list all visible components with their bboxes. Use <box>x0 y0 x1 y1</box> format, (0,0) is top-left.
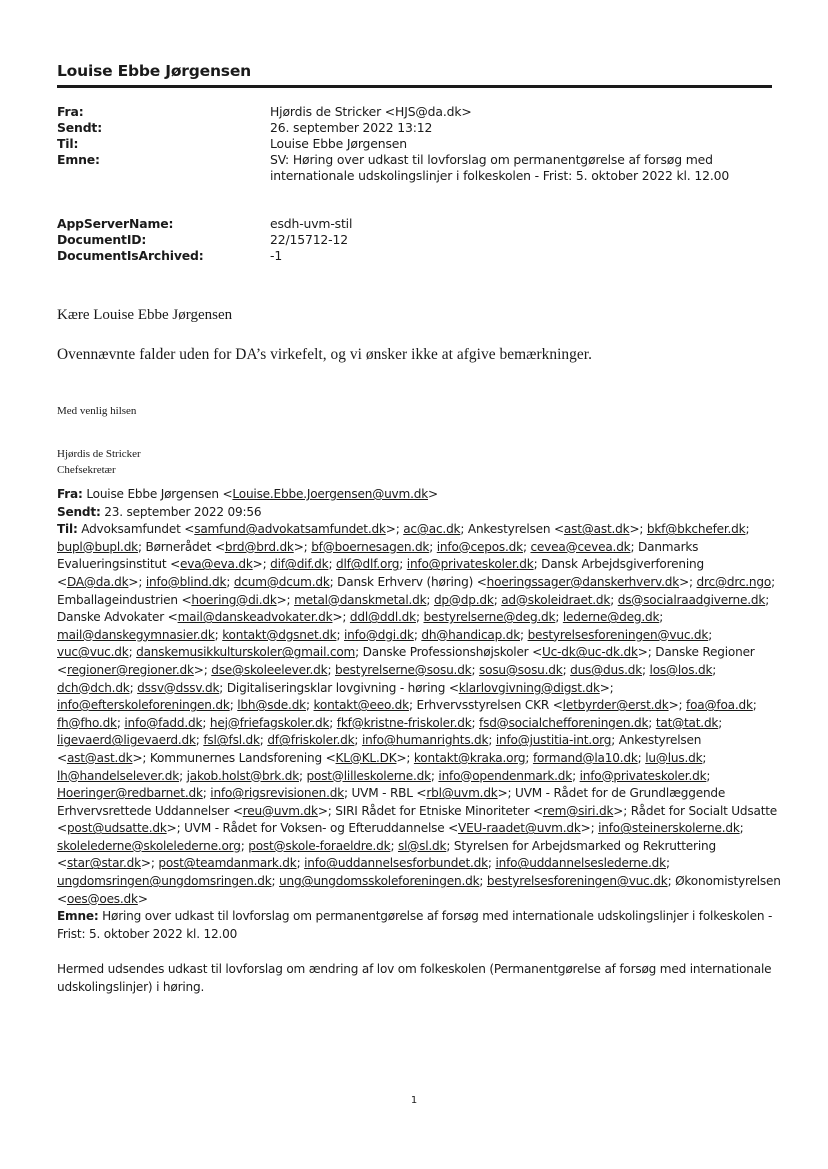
recipient-text: ; <box>667 874 676 889</box>
recipient-email-link[interactable]: fkf@kristne-friskoler.dk <box>336 715 472 730</box>
recipient-text: Advoksamfundet < <box>77 522 195 537</box>
recipient-email-link[interactable]: los@los.dk <box>649 662 713 677</box>
recipient-email-link[interactable]: info@blind.dk <box>145 574 227 589</box>
recipient-email-link[interactable]: info@privateskoler.dk <box>406 557 534 572</box>
recipient-email-link[interactable]: dch@dch.dk <box>57 680 130 695</box>
forwarded-subject-line <box>57 908 782 943</box>
recipient-email-link[interactable]: mail@danskeadvokater.dk <box>177 610 333 625</box>
recipient-text: ; <box>708 627 713 642</box>
recipient-email-link[interactable]: jakob.holst@brk.dk <box>186 768 299 783</box>
recipient-email-link[interactable]: info@cepos.dk <box>436 539 523 554</box>
sent-value: 26. september 2022 13:12 <box>270 120 433 135</box>
recipient-email-link[interactable]: info@efterskoleforeningen.dk <box>57 698 230 713</box>
recipient-text: ; <box>336 627 344 642</box>
from-value: Hjørdis de Stricker <HJS@da.dk> <box>270 104 472 119</box>
app-server-label: AppServerName: <box>57 216 174 231</box>
recipient-email-link[interactable]: ds@socialraadgiverne.dk <box>617 592 766 607</box>
recipient-email-link[interactable]: drc@drc.ngo <box>696 574 772 589</box>
recipient-email-link[interactable]: post@lilleskolerne.dk <box>306 768 431 783</box>
recipient-text: ; <box>202 715 210 730</box>
recipient-text: ; Børnerådet < <box>137 539 225 554</box>
recipient-email-link[interactable]: lederne@deg.dk <box>562 610 660 625</box>
recipient-text: ; <box>471 662 480 677</box>
recipient-email-link[interactable]: eva@eva.dk <box>180 557 253 572</box>
recipient-text: >; Danske Regioner < <box>57 645 755 677</box>
recipient-email-link[interactable]: dssv@dssv.dk <box>137 680 220 695</box>
recipient-email-link[interactable]: dse@skoleelever.dk <box>211 662 328 677</box>
archived-label: DocumentIsArchived: <box>57 248 204 263</box>
reply-greeting: Kære Louise Ebbe Jørgensen <box>57 307 233 323</box>
recipient-email-link[interactable]: kontakt@dgsnet.dk <box>222 627 337 642</box>
recipient-email-link[interactable]: dlf@dlf.org <box>335 557 400 572</box>
recipient-email-link[interactable]: post@skole-foraeldre.dk <box>248 838 391 853</box>
forwarded-from-end: > <box>428 487 438 501</box>
recipient-email-link[interactable]: bkf@bkchefer.dk <box>646 522 746 537</box>
recipient-text: ; <box>259 733 268 748</box>
recipient-text: >; <box>580 821 599 836</box>
from-label: Fra: <box>57 104 84 119</box>
recipient-email-link[interactable]: sosu@sosu.dk <box>479 662 563 677</box>
recipient-email-link[interactable]: dif@dif.dk <box>270 557 329 572</box>
recipient-text: ; <box>128 645 137 660</box>
sent-row <box>57 120 777 136</box>
recipient-text: >; <box>252 557 271 572</box>
forwarded-to-label: Til: <box>57 522 78 537</box>
recipient-email-link[interactable]: tat@tat.dk <box>655 715 719 730</box>
recipient-text: Økonomistyrelsen < <box>57 874 781 906</box>
header-rule <box>57 85 772 88</box>
recipient-text: ; <box>305 698 314 713</box>
recipient-email-link[interactable]: dus@dus.dk <box>570 662 643 677</box>
recipient-email-link[interactable]: lh@handelselever.dk <box>57 768 180 783</box>
recipient-text: >; <box>332 610 350 625</box>
recipient-text: >; <box>128 574 146 589</box>
recipient-text: ; <box>195 733 204 748</box>
recipient-email-link[interactable]: dh@handicap.dk <box>421 627 521 642</box>
recipient-text: >; <box>599 680 614 695</box>
document-id-label: DocumentID: <box>57 232 147 247</box>
recipient-text: ; <box>328 557 336 572</box>
recipient-email-link[interactable]: ligevaerd@ligevaerd.dk <box>57 733 196 748</box>
recipient-email-link[interactable]: bestyrelsesforeningen@vuc.dk <box>527 627 709 642</box>
recipient-text: ; Ankestyrelsen < <box>460 522 564 537</box>
recipient-email-link[interactable]: lbh@sde.dk <box>237 698 306 713</box>
recipient-text: ; <box>562 662 571 677</box>
recipient-email-link[interactable]: oes@oes.dk <box>66 891 138 906</box>
recipient-email-link[interactable]: star@star.dk <box>66 856 141 871</box>
reply-body: Ovennævnte falder uden for DA’s virkefelt, og vi ønsker ikke at afgive bemærkninger. <box>57 346 593 363</box>
recipient-text: ; <box>487 856 496 871</box>
recipient-text: >; <box>140 856 159 871</box>
recipient-email-link[interactable]: DA@da.dk <box>66 574 129 589</box>
recipient-email-link[interactable]: cevea@cevea.dk <box>530 539 631 554</box>
recipient-email-link[interactable]: formand@la10.dk <box>532 750 638 765</box>
recipient-text: ; Styrelsen for Arbejdsmarked og Rekruttering < <box>57 838 716 871</box>
forwarded-from-email-link[interactable]: Louise.Ebbe.Joergensen@uvm.dk <box>232 487 429 501</box>
recipient-email-link[interactable]: info@uddannelsesforbundet.dk <box>304 856 488 871</box>
recipient-email-link[interactable]: hoering@di.dk <box>191 592 277 607</box>
recipient-email-link[interactable]: info@dgi.dk <box>343 627 414 642</box>
recipient-text: ; <box>479 874 487 889</box>
recipient-text: ; <box>116 715 125 730</box>
sent-label: Sendt: <box>57 120 102 135</box>
recipient-text: ; <box>296 856 305 871</box>
recipient-email-link[interactable]: bf@boernesagen.dk <box>311 539 430 554</box>
recipient-text: >; <box>629 522 647 537</box>
recipient-email-link[interactable]: brd@brd.dk <box>224 539 294 554</box>
subject-row <box>57 152 777 186</box>
recipient-text: ; <box>399 557 407 572</box>
recipient-text: ; Digitaliseringsklar lovgivning - høring < <box>219 680 459 695</box>
recipient-email-link[interactable]: foa@foa.dk <box>686 698 753 713</box>
recipient-text: ; Danske Advokater < <box>57 592 770 625</box>
signature <box>57 446 141 478</box>
recipient-email-link[interactable]: regioner@regioner.dk <box>66 662 194 677</box>
recipient-text: ; <box>471 715 480 730</box>
recipient-email-link[interactable]: vuc@vuc.dk <box>57 645 129 660</box>
forwarded-body: Hermed udsendes udkast til lovforslag om ændring af lov om folkeskolen (Permanentgørelse af forsøg med internationale udskolingslinjer) i høring. <box>57 962 772 995</box>
recipient-email-link[interactable]: kontakt@kraka.org <box>413 750 526 765</box>
recipient-email-link[interactable]: post@udsatte.dk <box>66 821 167 836</box>
recipient-text: ; <box>637 750 646 765</box>
recipient-text: ; <box>299 768 307 783</box>
reply-closing: Med venlig hilsen <box>57 405 137 417</box>
recipient-text: >; <box>385 522 404 537</box>
recipient-email-link[interactable]: hoeringssager@danskerhverv.dk <box>486 574 680 589</box>
recipient-text: >; Rådet for Socialt Udsatte < <box>57 803 778 836</box>
recipient-text: ; <box>354 733 362 748</box>
recipient-text: >; <box>276 592 295 607</box>
recipient-email-link[interactable]: VEU-raadet@uvm.dk <box>458 821 581 836</box>
to-label: Til: <box>57 136 79 151</box>
recipient-email-link[interactable]: fsd@socialchefforeningen.dk <box>479 715 649 730</box>
recipient-text: ; Danmarks Evalueringsinstitut < <box>57 539 699 572</box>
recipient-email-link[interactable]: info@justitia-int.org <box>495 733 612 748</box>
recipient-text: ; <box>240 838 249 853</box>
recipient-text: >; SIRI Rådet for Etniske Minoriteter < <box>317 803 543 818</box>
recipient-email-link[interactable]: rbl@uvm.dk <box>426 786 498 801</box>
forwarded-from-line <box>57 486 782 504</box>
recipient-email-link[interactable]: ddl@ddl.dk <box>349 610 416 625</box>
recipient-email-link[interactable]: ung@ungdomsskoleforeningen.dk <box>279 874 480 889</box>
recipient-text: ; <box>610 592 618 607</box>
forwarded-sent-label: Sendt: <box>57 504 101 519</box>
recipient-text: ; <box>572 768 580 783</box>
recipient-text: ; Dansk Erhverv (høring) < <box>329 574 487 589</box>
subject-value: SV: Høring over udkast til lovforslag om permanentgørelse af forsøg med internationale udskolingslinjer i folkeskolen - Frist: 5. oktober 2022 kl. 12.00 <box>270 152 730 183</box>
recipient-email-link[interactable]: bestyrelserne@sosu.dk <box>334 662 472 677</box>
app-server-row <box>57 216 777 232</box>
recipient-text: ; Ankestyrelsen < <box>57 733 702 765</box>
recipient-text: ; <box>327 662 335 677</box>
recipient-text: > <box>137 891 148 906</box>
archive-metadata <box>57 216 777 264</box>
recipient-email-link[interactable]: bestyrelserne@deg.dk <box>423 610 556 625</box>
forwarded-sent-value: 23. september 2022 09:56 <box>104 504 262 519</box>
recipient-text: ; <box>271 874 280 889</box>
forwarded-from-name: Louise Ebbe Jørgensen < <box>86 487 233 501</box>
recipient-email-link[interactable]: letbyrder@erst.dk <box>562 698 669 713</box>
recipient-text: ; <box>642 662 650 677</box>
recipient-text: ; <box>525 750 533 765</box>
message-header <box>57 104 777 186</box>
recipient-text: ; Dansk Arbejdsgiverforening < <box>57 557 704 589</box>
archived-value: -1 <box>270 248 283 263</box>
signer-name: Hjørdis de Stricker <box>57 448 141 460</box>
recipient-email-link[interactable]: ac@ac.dk <box>403 522 461 537</box>
recipient-text: ; <box>752 698 757 713</box>
recipient-email-link[interactable]: dp@dp.dk <box>433 592 494 607</box>
recipient-email-link[interactable]: ast@ast.dk <box>563 522 630 537</box>
recipient-text: ; Erhvervsstyrelsen CKR < <box>408 698 563 713</box>
recipient-text: ; <box>522 539 531 554</box>
recipient-email-link[interactable]: kontakt@eeo.dk <box>313 698 409 713</box>
recipient-text: ; <box>488 733 496 748</box>
recipient-text: ; <box>426 592 434 607</box>
recipient-email-link[interactable]: samfund@advokatsamfundet.dk <box>194 522 386 537</box>
forwarded-sent-line <box>57 504 782 522</box>
recipient-text: ; <box>413 627 422 642</box>
recipient-email-link[interactable]: ast@ast.dk <box>66 750 133 765</box>
recipient-email-link[interactable]: dcum@dcum.dk <box>233 574 330 589</box>
recipient-email-link[interactable]: klarlovgivning@digst.dk <box>458 680 600 695</box>
recipient-email-link[interactable]: df@friskoler.dk <box>267 733 355 748</box>
recipient-text: >; <box>679 574 697 589</box>
recipient-email-link[interactable]: Uc-dk@uc-dk.dk <box>542 645 638 660</box>
recipient-text: ; UVM - RBL < <box>344 786 427 801</box>
recipient-text: >; <box>396 750 414 765</box>
recipient-email-link[interactable]: mail@danskegymnasier.dk <box>57 627 215 642</box>
recipient-email-link[interactable]: info@steinerskolerne.dk <box>598 821 740 836</box>
recipient-email-link[interactable]: reu@uvm.dk <box>242 803 318 818</box>
recipient-text: >; <box>293 539 312 554</box>
subject-label: Emne: <box>57 152 100 167</box>
recipient-text: ; <box>712 662 717 677</box>
recipient-email-link[interactable]: post@teamdanmark.dk <box>158 856 297 871</box>
recipient-email-link[interactable]: KL@KL.DK <box>335 750 397 765</box>
recipient-text: ; <box>745 522 750 537</box>
recipient-text: ; <box>659 610 664 625</box>
recipient-email-link[interactable]: sl@sl.dk <box>398 838 447 853</box>
document-id-value: 22/15712-12 <box>270 232 348 247</box>
recipient-text: >; UVM - Rådet for Voksen- og Efteruddannelse < <box>166 821 459 836</box>
recipient-email-link[interactable]: ungdomsringen@ungdomsringen.dk <box>57 874 272 889</box>
recipient-text: >; UVM - Rådet for de Grundlæggende Erhvervsrettede Uddannelser < <box>57 786 726 818</box>
recipient-text: ; <box>179 768 187 783</box>
recipient-text: ; <box>415 610 424 625</box>
recipient-email-link[interactable]: info@uddannelseslederne.dk <box>495 856 666 871</box>
recipient-text: >; Kommunernes Landsforening < <box>132 750 336 765</box>
recipient-email-link[interactable]: bupl@bupl.dk <box>57 539 138 554</box>
recipient-text: ; <box>129 680 138 695</box>
mailbox-owner-name: Louise Ebbe Jørgensen <box>57 62 251 80</box>
recipient-text: >; <box>668 698 687 713</box>
recipient-text: ; <box>665 856 670 871</box>
recipient-email-link[interactable]: danskemusikkulturskoler@gmail.com <box>136 645 356 660</box>
page-number: 1 <box>410 1095 418 1106</box>
recipient-email-link[interactable]: info@rigsrevisionen.dk <box>210 786 345 801</box>
recipient-text: ; <box>390 838 398 853</box>
recipient-text: ; <box>429 539 437 554</box>
recipient-email-link[interactable]: info@privateskoler.dk <box>579 768 707 783</box>
recipient-text: ; <box>520 627 528 642</box>
recipient-text: ; Danske Professionshøjskoler < <box>355 645 543 660</box>
recipient-email-link[interactable]: skolelederne@skolelederne.org <box>57 838 241 853</box>
from-row <box>57 104 777 120</box>
recipient-email-link[interactable]: fsl@fsl.dk <box>203 733 260 748</box>
recipient-email-link[interactable]: fh@fho.dk <box>57 715 117 730</box>
recipient-email-link[interactable]: info@opendenmark.dk <box>438 768 573 783</box>
forwarded-recipients <box>57 521 782 908</box>
recipient-email-link[interactable]: hej@friefagskoler.dk <box>209 715 330 730</box>
forwarded-from-label: Fra: <box>57 487 83 501</box>
recipient-text: >; <box>193 662 212 677</box>
recipient-text: ; <box>718 715 723 730</box>
recipient-text: ; <box>555 610 563 625</box>
to-row <box>57 136 777 152</box>
forwarded-subject-label: Emne: <box>57 909 99 924</box>
recipient-email-link[interactable]: lu@lus.dk <box>645 750 703 765</box>
archived-row <box>57 248 777 264</box>
recipient-email-link[interactable]: info@humanrights.dk <box>361 733 489 748</box>
recipient-text: ; <box>214 627 223 642</box>
paragraph-gap <box>57 943 782 961</box>
app-server-value: esdh-uvm-stil <box>270 216 353 231</box>
recipient-text: ; <box>739 821 744 836</box>
recipient-text: ; Emballageindustrien < <box>57 574 775 607</box>
to-value: Louise Ebbe Jørgensen <box>270 136 407 151</box>
recipient-email-link[interactable]: Hoeringer@redbarnet.dk <box>57 786 203 801</box>
recipient-email-link[interactable]: ad@skoleidraet.dk <box>501 592 611 607</box>
forwarded-message <box>57 486 782 997</box>
recipient-text: ; <box>329 715 337 730</box>
forwarded-subject-value: Høring over udkast til lovforslag om permanentgørelse af forsøg med internationale udskolingslinjer i folkeskolen - Frist: 5. oktober 2022 kl. 12.00 <box>57 909 773 941</box>
recipient-email-link[interactable]: rem@siri.dk <box>542 803 614 818</box>
recipient-text: ; <box>430 768 439 783</box>
recipient-text: ; <box>648 715 656 730</box>
recipient-email-link[interactable]: bestyrelsesforeningen@vuc.dk <box>486 874 668 889</box>
recipient-text: ; <box>493 592 502 607</box>
document-id-row <box>57 232 777 248</box>
recipient-text: ; <box>702 750 707 765</box>
recipient-email-link[interactable]: metal@danskmetal.dk <box>294 592 427 607</box>
recipient-text: ; <box>226 574 234 589</box>
recipient-email-link[interactable]: info@fadd.dk <box>124 715 203 730</box>
signer-title: Chefsekretær <box>57 464 116 476</box>
recipient-text: ; <box>229 698 238 713</box>
recipient-text: ; <box>706 768 711 783</box>
recipient-text: ; <box>202 786 211 801</box>
